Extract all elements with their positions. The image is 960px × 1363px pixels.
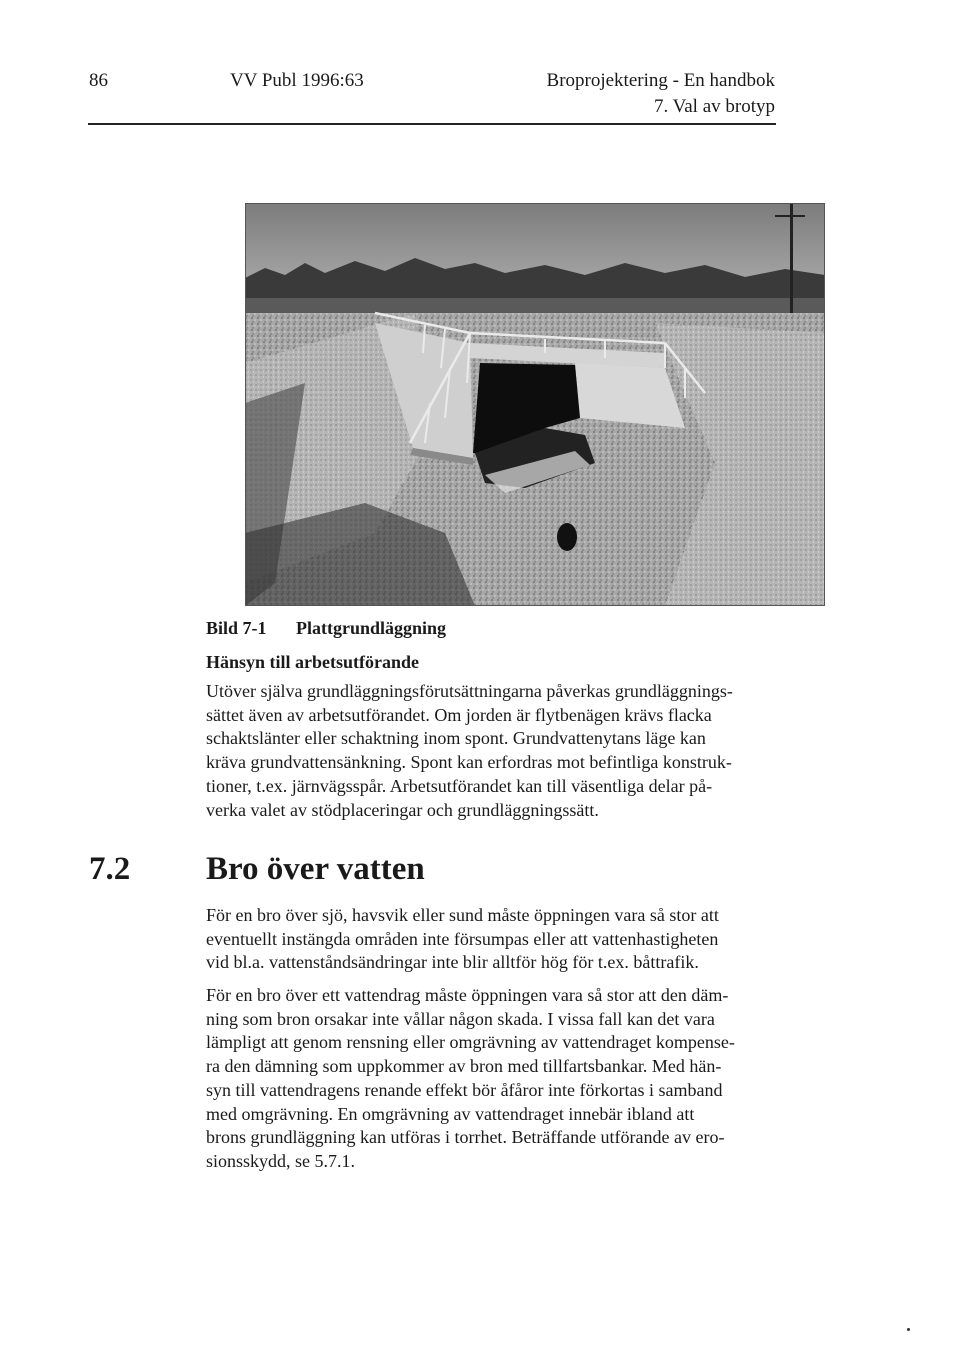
section-title: Bro över vatten: [206, 851, 425, 887]
scan-speck: [907, 1328, 910, 1331]
text-line: Utöver själva grundläggningsförutsättningarna påverkas grundläggnings-: [206, 681, 733, 701]
text-line: För en bro över sjö, havsvik eller sund måste öppningen vara så stor att: [206, 905, 719, 925]
bridge-photo: [245, 203, 825, 606]
text-line: ra den dämning som uppkommer av bron med tillfartsbankar. Med hän-: [206, 1056, 722, 1077]
text-line: brons grundläggning kan utföras i torrhet. Beträffande utförande av ero-: [206, 1127, 725, 1148]
text-line: med omgrävning. En omgrävning av vattendraget innebär ibland att: [206, 1103, 695, 1124]
text-line: schaktslänter eller schaktning inom spont. Grundvattenytans läge kan: [206, 728, 706, 749]
text-line: sättet även av arbetsutförandet. Om jorden är flytbenägen krävs flacka: [206, 704, 712, 725]
text-line: syn till vattendragens renande effekt bör åfåror inte förkortas i samband: [206, 1079, 723, 1100]
text-line: tioner, t.ex. järnvägsspår. Arbetsutförandet kan till väsentliga delar på-: [206, 775, 713, 796]
figure-title: Plattgrundläggning: [296, 618, 447, 638]
subsection-heading: Hänsyn till arbetsutförande: [206, 652, 420, 672]
text-line: vid bl.a. vattenståndsändringar inte blir alltför hög för t.ex. båttrafik.: [206, 952, 699, 973]
text-line: sionsskydd, se 5.7.1.: [206, 1150, 356, 1171]
text-line: kräva grundvattensänkning. Spont kan erfordras mot befintliga konstruk-: [206, 752, 732, 773]
text-line: verka valet av stödplaceringar och grundläggningssätt.: [206, 799, 599, 820]
text-line: eventuellt instängda områden inte försumpas eller att vattenhastigheten: [206, 928, 719, 949]
chapter-title: 7. Val av brotyp: [653, 96, 775, 117]
header-rule: [88, 123, 776, 125]
text-line: lämpligt att genom rensning eller omgrävning av vattendraget kompense-: [206, 1032, 735, 1053]
page-number: 86: [89, 70, 108, 91]
subsection-paragraph: [206, 680, 782, 822]
publication-id: VV Publ 1996:63: [230, 70, 364, 91]
book-title: Broprojektering - En handbok: [546, 70, 775, 91]
figure-number: Bild 7-1: [206, 618, 267, 638]
text-line: För en bro över ett vattendrag måste öppningen vara så stor att den däm-: [206, 985, 729, 1005]
section-paragraph-1: [206, 904, 782, 975]
section-paragraph-2: [206, 984, 782, 1174]
text-line: ning som bron orsakar inte vållar någon skada. I vissa fall kan det vara: [206, 1008, 715, 1029]
section-number: 7.2: [89, 851, 131, 887]
